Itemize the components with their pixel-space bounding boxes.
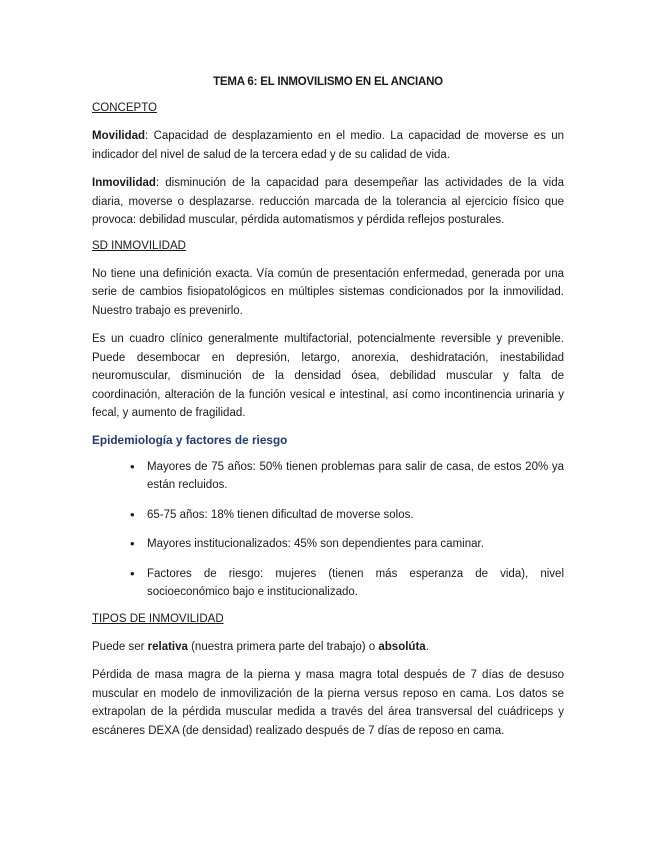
- epidemiologia-heading: Epidemiología y factores de riesgo: [92, 432, 288, 447]
- list-item: [92, 535, 564, 554]
- list-item: [92, 458, 564, 495]
- movilidad-paragraph: [92, 127, 564, 164]
- epidemiologia-list: [92, 458, 564, 602]
- sd-paragraph-1: No tiene una definición exacta. Vía común de presentación enfermedad, generada por una serie de cambios fisiopatológicos en múltiples sistemas condicionados por la inmovilidad. Nuestro trabajo es prevenirlo.: [92, 267, 564, 317]
- document-title: TEMA 6: EL INMOVILISMO EN EL ANCIANO: [213, 76, 443, 88]
- tipos-paragraph-1: [92, 638, 564, 657]
- list-item-text: Factores de riesgo: mujeres (tienen más esperanza de vida), nivel socioeconómico bajo e institucionalizado.: [147, 567, 564, 598]
- tipos-text-before: Puede ser: [92, 640, 148, 653]
- list-item-text: 65-75 años: 18% tienen dificultad de moverse solos.: [147, 508, 414, 521]
- inmovilidad-text: : disminución de la capacidad para desempeñar las actividades de la vida diaria, moverse o desplazarse. reducción marcada de la tolerancia al ejercicio físico que provoca: debilidad muscular, pérdida automatismos y pérdida reflejos posturales.: [92, 177, 564, 226]
- list-item-text: Mayores de 75 años: 50% tienen problemas para salir de casa, de estos 20% ya están recluidos.: [147, 460, 564, 491]
- list-item: [92, 506, 564, 525]
- relativa-term: relativa: [147, 640, 188, 653]
- concepto-heading: CONCEPTO: [92, 102, 157, 114]
- absoluta-term: absolúta: [378, 640, 426, 653]
- bullet-icon: •: [130, 565, 135, 581]
- tipos-text-after: .: [425, 640, 429, 653]
- tipos-paragraph-2: Pérdida de masa magra de la pierna y masa magra total después de 7 días de desuso muscular en modelo de inmovilización de la pierna versus reposo en cama. Los datos se extrapolan de la pérdida muscular medida a través del área transversal del cuádriceps y escáneres DEXA (de densidad) realizado después de 7 días de reposo en cama.: [92, 669, 564, 737]
- inmovilidad-paragraph: [92, 174, 564, 230]
- sd-paragraph-2: Es un cuadro clínico generalmente multifactorial, potencialmente reversible y prevenible. Puede desembocar en depresión, letargo, anorexia, deshidratación, inestabilidad neuromuscular, disminución de la densidad ósea, debilidad muscular y falta de coordinación, alteración de la función vesical e intestinal, así como incontinencia urinaria y fecal, y aumento de fragilidad.: [92, 333, 564, 419]
- list-item-text: Mayores institucionalizados: 45% son dependientes para caminar.: [147, 538, 484, 550]
- movilidad-term: Movilidad: [92, 130, 146, 142]
- movilidad-text: : Capacidad de desplazamiento en el medio. La capacidad de moverse es un indicador del nivel de salud de la tercera edad y de su calidad de vida.: [92, 130, 564, 161]
- bullet-icon: •: [130, 536, 135, 551]
- sd-inmovilidad-heading: SD INMOVILIDAD: [92, 239, 186, 252]
- bullet-icon: •: [130, 458, 135, 474]
- bullet-icon: •: [130, 506, 135, 522]
- tipos-inmovilidad-heading: TIPOS DE INMOVILIDAD: [92, 612, 224, 625]
- document-body: [92, 76, 564, 750]
- inmovilidad-term: Inmovilidad: [92, 177, 156, 189]
- tipos-text-middle: (nuestra primera parte del trabajo) o: [187, 640, 379, 653]
- list-item: [92, 565, 564, 602]
